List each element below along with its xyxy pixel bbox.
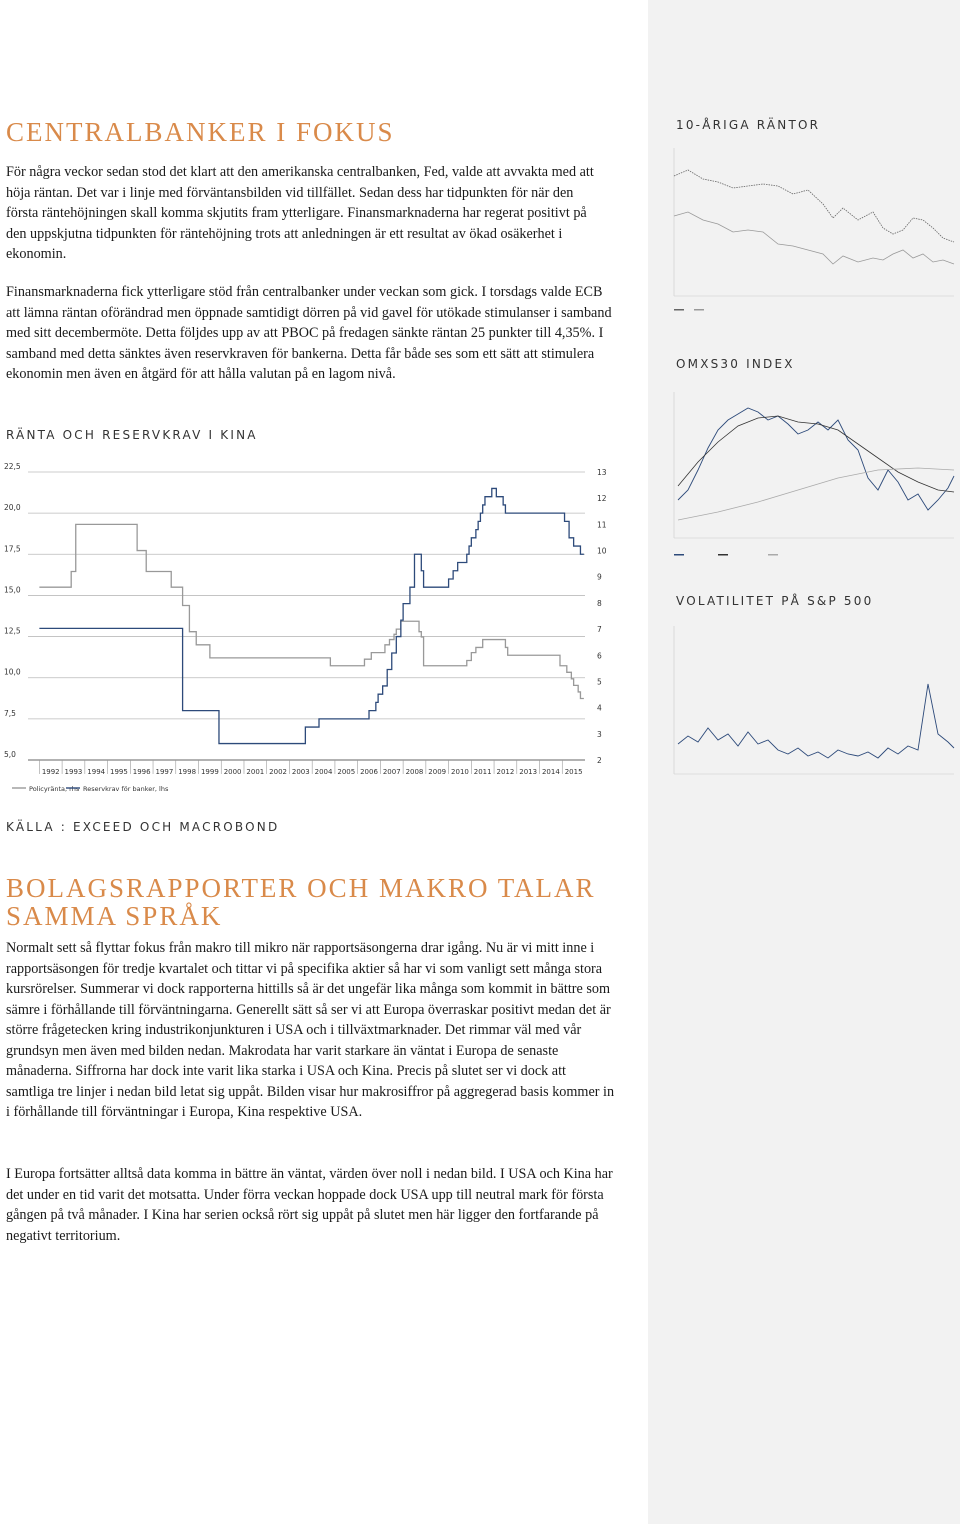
paragraph-bolagsrapporter-2: I Europa fortsätter alltså data komma in bättre än väntat, värden över noll i nedan bild. I USA och Kina har det under en tid varit det motsatta. Under förra veckan hoppade dock USA upp till neutral mark för första gången på två månader. I Kina har serien också rört sig uppåt på slutet men här ligger den fortfarande på negativt territorium. bbox=[6, 1166, 613, 1244]
x-tick-label: 2002 bbox=[269, 768, 287, 776]
heading-bolagsrapporter-line1: BOLAGSRAPPORTER OCH MAKRO TALAR bbox=[6, 873, 596, 903]
y-right-tick-label: 11 bbox=[597, 520, 607, 530]
chart-title-10y-rates: 10-ÅRIGA RÄNTOR bbox=[676, 118, 821, 132]
y-right-tick-label: 6 bbox=[597, 651, 602, 661]
rates-line-chart bbox=[658, 146, 960, 318]
x-tick-label: 2006 bbox=[360, 768, 378, 776]
y-right-tick-label: 8 bbox=[597, 598, 602, 608]
source-note: KÄLLA : EXCEED OCH MACROBOND bbox=[6, 820, 280, 834]
x-tick-label: 2012 bbox=[496, 768, 515, 776]
legend-label: Policyränta, rhs bbox=[29, 785, 80, 793]
x-tick-label: 2011 bbox=[473, 768, 492, 776]
chart-vix bbox=[658, 624, 960, 796]
x-tick-label: 1995 bbox=[110, 768, 128, 776]
y-right-tick-label: 7 bbox=[597, 625, 602, 635]
x-tick-label: 1998 bbox=[178, 768, 197, 776]
x-tick-label: 1993 bbox=[64, 768, 83, 776]
paragraph-bolagsrapporter-1: Normalt sett så flyttar fokus från makro till mikro när rapportsäsongerna drar igång. Nu är vi mitt inne i rapportsäsongen för tredje kvartalet och tittar vi på specifika aktier så har vi som vanligt sett många stora kursrörelser. Summerar vi dock rapporterna hittills så är det ungefär lika många som kommit in bättre som sämre i förhållande till förväntningarna. Generellt sätt så ser vi att Europa överraskar positivt medan det är större frågetecken kring industrikonjunkturen i USA och i tillväxtmarknader. Det rimmar väl med vår grundsyn men även med bilden nedan. Makrodata har varit starkare än väntat i Europa de senaste månaderna. Siffrorna har dock inte varit lika starka i USA och Kina. Precis på slutet ser vi dock att samtliga tre linjer i nedan bild letat sig uppåt. Bilden visar hur makrosiffror på aggregerad basis kommer in i förhållande till förväntningar i Europa, Kina respektive USA. bbox=[6, 940, 615, 1120]
vix-line-chart bbox=[658, 624, 960, 796]
paragraph-centralbanker-1: För några veckor sedan stod det klart att den amerikanska centralbanken, Fed, valde att avvakta med att höja räntan. Det var i linje med förväntansbilden vid tillfället. Sedan dess har tidpunkten för när den första räntehöjningen skall komma skjutits fram ytterligare. Finansmarknaderna har regerat positivt på den uppskjutna tidpunkten för räntehöjning trots att anledningen är ett resultat av ökad osäkerhet i ekonomin. bbox=[6, 164, 594, 262]
x-tick-label: 2010 bbox=[451, 768, 469, 776]
y-left-tick-label: 17,5 bbox=[4, 544, 21, 554]
x-tick-label: 1992 bbox=[41, 768, 60, 776]
sidebar-panel bbox=[648, 0, 960, 1524]
x-tick-label: 1997 bbox=[155, 768, 174, 776]
x-tick-label: 2014 bbox=[541, 768, 560, 776]
y-right-tick-label: 4 bbox=[597, 703, 602, 713]
heading-centralbanker: CENTRALBANKER I FOKUS bbox=[6, 117, 395, 147]
y-left-tick-label: 5,0 bbox=[4, 750, 16, 759]
x-tick-label: 2007 bbox=[382, 768, 401, 776]
chart-title-omxs30: OMXS30 INDEX bbox=[676, 357, 795, 371]
chart-title-vix: VOLATILITET PÅ S&P 500 bbox=[676, 594, 874, 608]
x-tick-label: 2005 bbox=[337, 768, 356, 776]
chart-10y-rates bbox=[658, 146, 960, 318]
y-right-tick-label: 5 bbox=[597, 677, 602, 687]
legend-label: Reservkrav för banker, lhs bbox=[83, 785, 169, 793]
y-right-tick-label: 2 bbox=[597, 756, 602, 765]
y-left-tick-label: 15,0 bbox=[4, 585, 21, 595]
y-right-tick-label: 10 bbox=[597, 546, 607, 556]
chart-china-rates bbox=[0, 460, 620, 800]
x-tick-label: 2009 bbox=[428, 768, 447, 776]
y-left-tick-label: 7,5 bbox=[4, 708, 16, 718]
heading-bolagsrapporter bbox=[6, 874, 596, 930]
x-tick-label: 2003 bbox=[291, 768, 310, 776]
x-tick-label: 2000 bbox=[223, 768, 242, 776]
x-tick-label: 1994 bbox=[87, 768, 106, 776]
series-line-0 bbox=[39, 524, 583, 698]
y-right-tick-label: 3 bbox=[597, 729, 602, 739]
heading-bolagsrapporter-line2: SAMMA SPRÅK bbox=[6, 901, 223, 931]
x-tick-label: 2001 bbox=[246, 768, 265, 776]
paragraph-centralbanker-2: Finansmarknaderna fick ytterligare stöd från centralbanker under veckan som gick. I torsdags valde ECB att lämna räntan oförändrad men öppnade samtidigt dörren på vid gavel för utökade stimulanser i samband med sitt decembermöte. Detta följdes upp av att PBOC på fredagen sänkte räntan 25 punkter till 4,35%. I samband med detta sänktes även reservkraven för bankerna. Detta får både ses som ett sätt att stimulera ekonomin men även en åtgärd för att hålla valutan på en lagom nivå. bbox=[6, 284, 612, 382]
chart-title-china: RÄNTA OCH RESERVKRAV I KINA bbox=[6, 428, 258, 442]
x-tick-label: 2015 bbox=[564, 768, 583, 776]
chart-omxs30 bbox=[658, 390, 960, 562]
series-line-1 bbox=[39, 488, 583, 743]
y-right-tick-label: 9 bbox=[597, 572, 602, 582]
omxs30-line-chart bbox=[658, 390, 960, 562]
x-tick-label: 1996 bbox=[132, 768, 151, 776]
x-tick-label: 2013 bbox=[519, 768, 538, 776]
y-left-tick-label: 22,5 bbox=[4, 462, 21, 471]
x-tick-label: 2008 bbox=[405, 768, 424, 776]
y-right-tick-label: 12 bbox=[597, 494, 607, 504]
y-right-tick-label: 13 bbox=[597, 468, 607, 477]
y-left-tick-label: 20,0 bbox=[4, 503, 21, 513]
y-left-tick-label: 10,0 bbox=[4, 667, 21, 677]
china-rates-chart bbox=[0, 460, 620, 800]
x-tick-label: 1999 bbox=[200, 768, 219, 776]
y-left-tick-label: 12,5 bbox=[4, 626, 21, 636]
x-tick-label: 2004 bbox=[314, 768, 333, 776]
